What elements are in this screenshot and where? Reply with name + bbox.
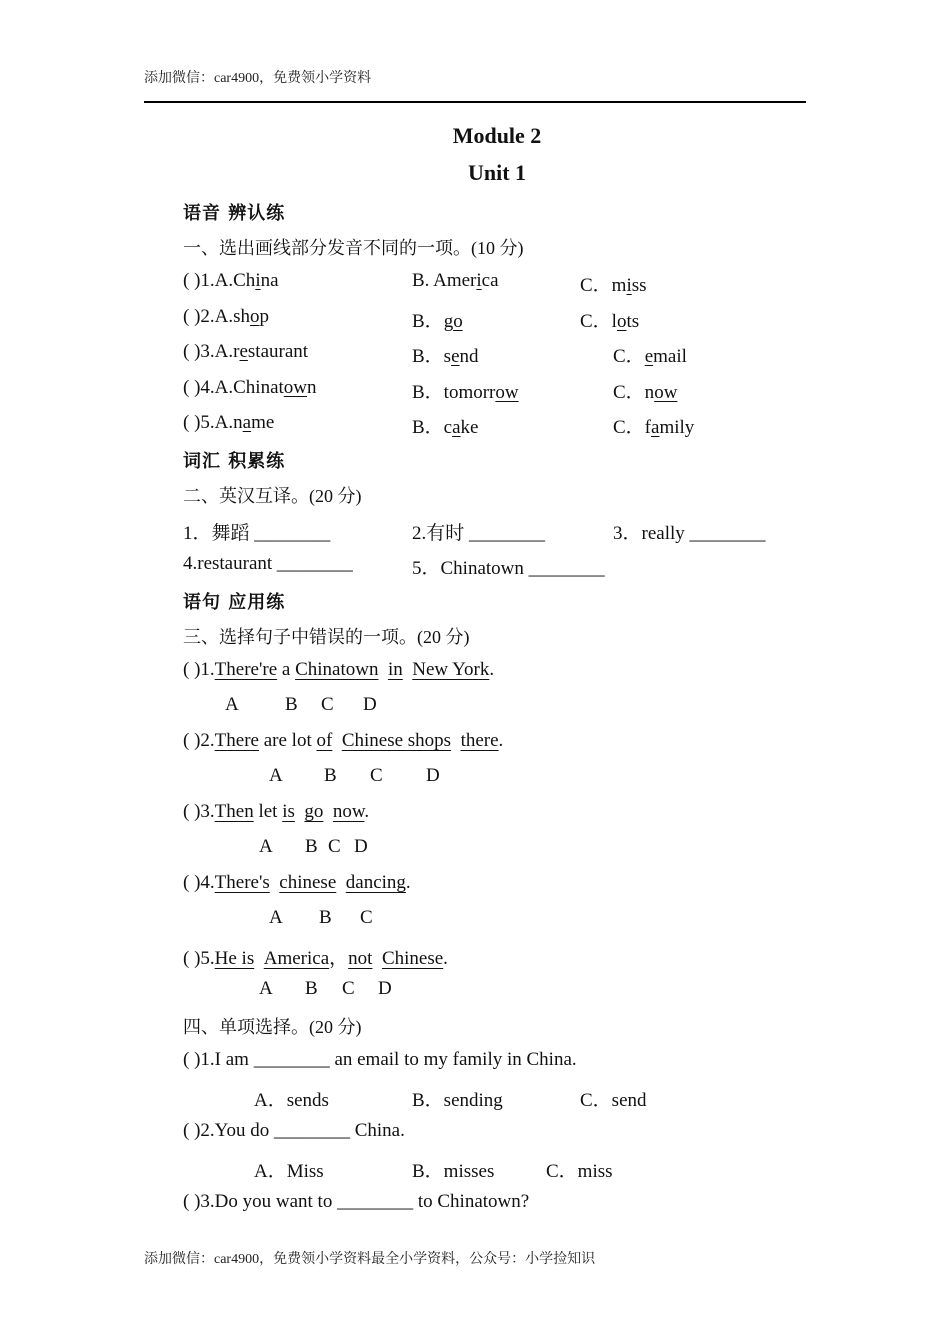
s3-q1-letter-a: A — [225, 694, 239, 715]
s1-q1-option-a: ( )1.A.China — [183, 270, 279, 291]
s3-q2-letter-a: A — [269, 765, 283, 786]
s2-item-2: 2.有时 ________ — [412, 523, 546, 544]
s4-q2-option-c: C．miss — [546, 1161, 613, 1182]
s3-q2-letter-d: D — [426, 765, 440, 786]
s4-q1-stem: ( )1.I am ________ an email to my family in China. — [183, 1049, 577, 1070]
s3-q1-letter-b: B — [285, 694, 298, 715]
s2-item-3: 3．really ________ — [613, 523, 766, 544]
module-title: Module 2 — [452, 123, 542, 148]
s3-q5-sentence: ( )5.He is America，not Chinese. — [183, 948, 448, 969]
s3-q4-sentence: ( )4.There's chinese dancing. — [183, 872, 411, 893]
s3-q2-letter-c: C — [370, 765, 383, 786]
s1-q4-option-a: ( )4.A.Chinatown — [183, 377, 317, 398]
s3-q3-letter-c: C — [328, 836, 341, 857]
s3-q3-letter-b: B — [305, 836, 318, 857]
s4-q1-option-a: A．sends — [254, 1090, 329, 1111]
unit-title: Unit 1 — [467, 160, 527, 185]
s3-q4-letter-b: B — [319, 907, 332, 928]
s1-q3-option-a: ( )3.A.restaurant — [183, 341, 309, 362]
section3-heading: 语句 应用练 — [183, 592, 286, 613]
s1-q1-option-b: B. America — [412, 270, 499, 291]
s2-item-1: 1．舞蹈 ________ — [183, 523, 331, 544]
s3-q1-letter-c: C — [321, 694, 334, 715]
s1-q1-option-c: C．miss — [580, 275, 647, 296]
s4-q2-stem: ( )2.You do ________ China. — [183, 1120, 405, 1141]
s4-q2-option-b: B．misses — [412, 1161, 495, 1182]
s3-q1-letter-d: D — [363, 694, 377, 715]
section1-instruction: 一、选出画线部分发音不同的一项。(10 分) — [183, 238, 524, 259]
s4-q1-option-b: B．sending — [412, 1090, 503, 1111]
s3-q2-letter-b: B — [324, 765, 337, 786]
s4-q3-stem: ( )3.Do you want to ________ to Chinatown? — [183, 1191, 530, 1212]
section1-heading: 语音 辨认练 — [183, 203, 286, 224]
s1-q2-option-a: ( )2.A.shop — [183, 306, 270, 327]
s1-q5-option-b: B．cake — [412, 417, 479, 438]
section2-heading: 词汇 积累练 — [183, 451, 286, 472]
s1-q2-option-b: B．go — [412, 311, 463, 332]
s4-q1-option-c: C．send — [580, 1090, 647, 1111]
page-header: 添加微信：car4900，免费领小学资料 — [144, 71, 372, 86]
s3-q3-sentence: ( )3.Then let is go now. — [183, 801, 370, 822]
section4-instruction: 四、单项选择。(20 分) — [183, 1017, 362, 1038]
s1-q3-option-b: B．send — [412, 346, 479, 367]
s1-q2-option-c: C．lots — [580, 311, 640, 332]
s1-q5-option-a: ( )5.A.name — [183, 412, 275, 433]
s1-q4-option-b: B．tomorrow — [412, 382, 519, 403]
s3-q3-letter-d: D — [354, 836, 368, 857]
s2-item-4: 4.restaurant ________ — [183, 553, 353, 574]
s3-q4-letter-a: A — [269, 907, 283, 928]
s1-q5-option-c: C．family — [613, 417, 695, 438]
s3-q5-letter-b: B — [305, 978, 318, 999]
s3-q5-letter-d: D — [378, 978, 392, 999]
s3-q5-letter-a: A — [259, 978, 273, 999]
s3-q4-letter-c: C — [360, 907, 373, 928]
s1-q3-option-c: C．email — [613, 346, 687, 367]
section2-instruction: 二、英汉互译。(20 分) — [183, 486, 362, 507]
s3-q3-letter-a: A — [259, 836, 273, 857]
page-footer: 添加微信：car4900，免费领小学资料最全小学资料，公众号：小学捡知识 — [144, 1252, 596, 1267]
s3-q1-sentence: ( )1.There're a Chinatown in New York. — [183, 659, 495, 680]
s2-item-5: 5．Chinatown ________ — [412, 558, 605, 579]
s3-q2-sentence: ( )2.There are lot of Chinese shops there. — [183, 730, 504, 751]
s1-q4-option-c: C．now — [613, 382, 678, 403]
section3-instruction: 三、选择句子中错误的一项。(20 分) — [183, 627, 470, 648]
s3-q5-letter-c: C — [342, 978, 355, 999]
s4-q2-option-a: A．Miss — [254, 1161, 324, 1182]
header-rule — [144, 101, 806, 103]
